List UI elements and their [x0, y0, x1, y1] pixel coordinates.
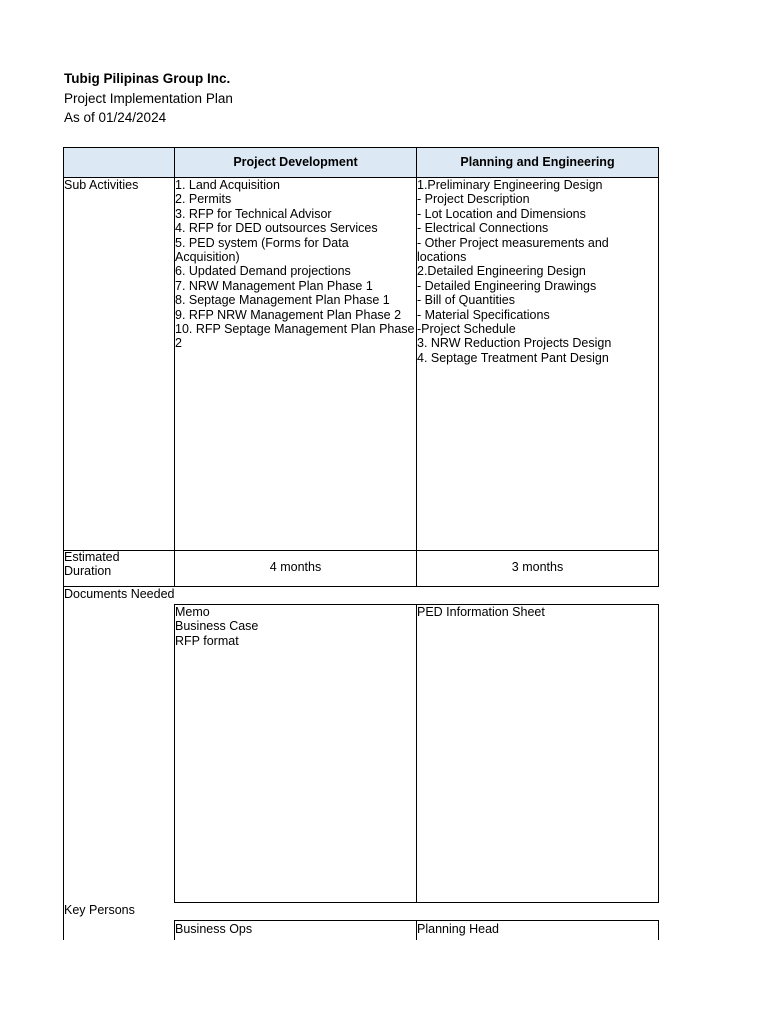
list-item: Business Case: [175, 619, 259, 634]
row-label-documents-needed: Documents Needed: [64, 587, 174, 601]
documents-planning-engineering: [417, 605, 657, 619]
documents-project-development: [175, 605, 415, 648]
key-person-project-development: [175, 922, 415, 936]
list-item: 2. Permits: [175, 192, 232, 207]
grid-line: [658, 604, 659, 903]
list-item: PED Information Sheet: [417, 605, 545, 619]
list-item: - Electrical Connections: [417, 221, 549, 236]
list-item: 2: [175, 336, 182, 351]
key-person-planning-engineering: [417, 922, 657, 936]
grid-line: [63, 147, 64, 940]
list-item: 1. Land Acquisition: [175, 178, 280, 192]
list-item: 4. Septage Treatment Pant Design: [417, 350, 609, 365]
list-item: Memo: [175, 605, 210, 619]
list-item: - Detailed Engineering Drawings: [417, 278, 597, 293]
grid-line: [658, 147, 659, 587]
row-label-key-persons: Key Persons: [64, 903, 135, 917]
duration-planning-engineering: 3 months: [511, 560, 564, 574]
list-item: 7. NRW Management Plan Phase 1: [175, 278, 373, 293]
list-item: Planning Head: [417, 922, 500, 936]
list-item: - Bill of Quantities: [417, 293, 515, 308]
duration-project-development: 4 months: [269, 560, 322, 574]
list-item: 6. Updated Demand projections: [175, 264, 351, 279]
list-item: 2.Detailed Engineering Design: [417, 264, 586, 279]
document-title: Project Implementation Plan: [64, 91, 233, 106]
list-item: 8. Septage Management Plan Phase 1: [175, 293, 390, 308]
column-header-project-development: Project Development: [233, 155, 358, 169]
list-item: - Material Specifications: [417, 307, 550, 322]
list-item: 1.Preliminary Engineering Design: [417, 178, 603, 192]
list-item: RFP format: [175, 633, 239, 648]
list-item: locations: [417, 250, 467, 265]
row-label-line: Duration: [64, 564, 112, 579]
company-name: Tubig Pilipinas Group Inc.: [64, 71, 231, 86]
list-item: Business Ops: [175, 922, 253, 936]
row-label-line: Estimated: [64, 550, 120, 564]
list-item: Acquisition): [175, 250, 240, 265]
grid-line: [174, 604, 175, 903]
as-of-date: As of 01/24/2024: [64, 110, 167, 125]
list-item: -Project Schedule: [417, 322, 516, 337]
sub-activities-project-development: [175, 178, 415, 351]
grid-line: [416, 604, 417, 903]
list-item: - Lot Location and Dimensions: [417, 206, 586, 221]
column-header-planning-engineering: Planning and Engineering: [460, 155, 615, 169]
sub-activities-planning-engineering: [417, 178, 657, 365]
list-item: - Project Description: [417, 192, 530, 207]
list-item: 5. PED system (Forms for Data: [175, 235, 349, 250]
list-item: 3. RFP for Technical Advisor: [175, 206, 332, 221]
list-item: 9. RFP NRW Management Plan Phase 2: [175, 307, 402, 322]
grid-line: [658, 920, 659, 940]
list-item: 4. RFP for DED outsources Services: [175, 221, 378, 236]
row-label-sub-activities: Sub Activities: [64, 178, 139, 192]
row-label-estimated-duration: [64, 550, 120, 579]
list-item: - Other Project measurements and: [417, 235, 609, 250]
list-item: 10. RFP Septage Management Plan Phase: [175, 322, 415, 337]
list-item: 3. NRW Reduction Projects Design: [417, 336, 612, 351]
